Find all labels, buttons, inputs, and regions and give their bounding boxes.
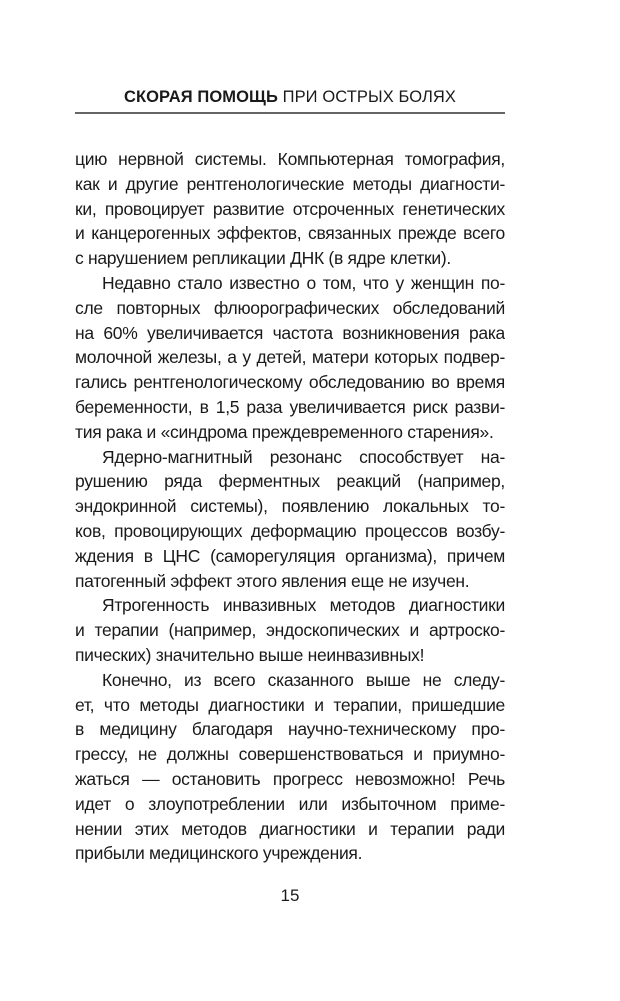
text-line: с нарушением репликации ДНК (в ядре клетки). [75,248,451,269]
text-line: пических) значительно выше неинвазивных! [75,644,425,665]
running-header-rest: ПРИ ОСТРЫХ БОЛЯХ [282,88,457,106]
text-line: жаться — остановить прогресс невозможно! Речь [75,768,505,789]
text-line: беременности, в 1,5 раза увеличивается риск разви- [75,396,505,417]
text-line: ков, провоцирующих деформацию процессов возбу- [75,520,505,541]
paragraph [75,593,505,667]
text-line: ет, что методы диагностики и терапии, пришедшие [75,694,505,715]
text-line: Конечно, из всего сказанного выше не следу- [102,669,505,690]
text-line: Ятрогенность инвазивных методов диагностики [102,595,505,616]
text-line: как и другие рентгенологические методы диагности- [75,173,505,194]
paragraph [75,668,505,866]
paragraph [75,445,505,594]
text-line: Ядерно-магнитный резонанс способствует на- [102,446,505,467]
text-line: на 60% увеличивается частота возникновения рака [75,322,505,343]
text-line: патогенный эффект этого явления еще не изучен. [75,570,470,591]
text-line: идет о злоупотреблении или избыточном приме- [75,793,505,814]
text-line: и канцерогенных эффектов, связанных прежде всего [75,223,505,244]
text-line: ки, провоцирует развитие отсроченных генетических [75,198,505,219]
page-number: 15 [280,886,300,905]
paragraph [75,147,505,271]
text-line: ждения в ЦНС (саморегуляция организма), причем [75,545,505,566]
text-line: молочной железы, а у детей, матери которых подвер- [75,347,505,368]
text-line: нении этих методов диагностики и терапии ради [75,818,505,839]
text-line: цию нервной системы. Компьютерная томография, [75,149,505,169]
running-header [75,88,505,107]
running-header-bold: СКОРАЯ ПОМОЩЬ [123,88,278,106]
paragraph [75,271,505,445]
text-line: рушению ряда ферментных реакций (например, [75,471,505,492]
text-line: Недавно стало известно о том, что у женщин по- [102,272,505,293]
text-line: грессу, не должны совершенствоваться и приумно- [75,744,505,765]
page-body-text [75,147,505,866]
text-line: и терапии (например, эндоскопических и артроско- [75,620,505,641]
text-line: в медицину благодаря научно-техническому про- [75,719,505,740]
header-rule [75,112,505,114]
text-line: гались рентгенологическому обследованию во время [75,372,505,393]
text-line: эндокринной системы), появлению локальных то- [75,496,505,517]
text-line: тия рака и «синдрома преждевременного старения». [75,421,494,442]
text-line: прибыли медицинского учреждения. [75,843,363,864]
text-line: сле повторных флюорографических обследований [75,297,505,318]
